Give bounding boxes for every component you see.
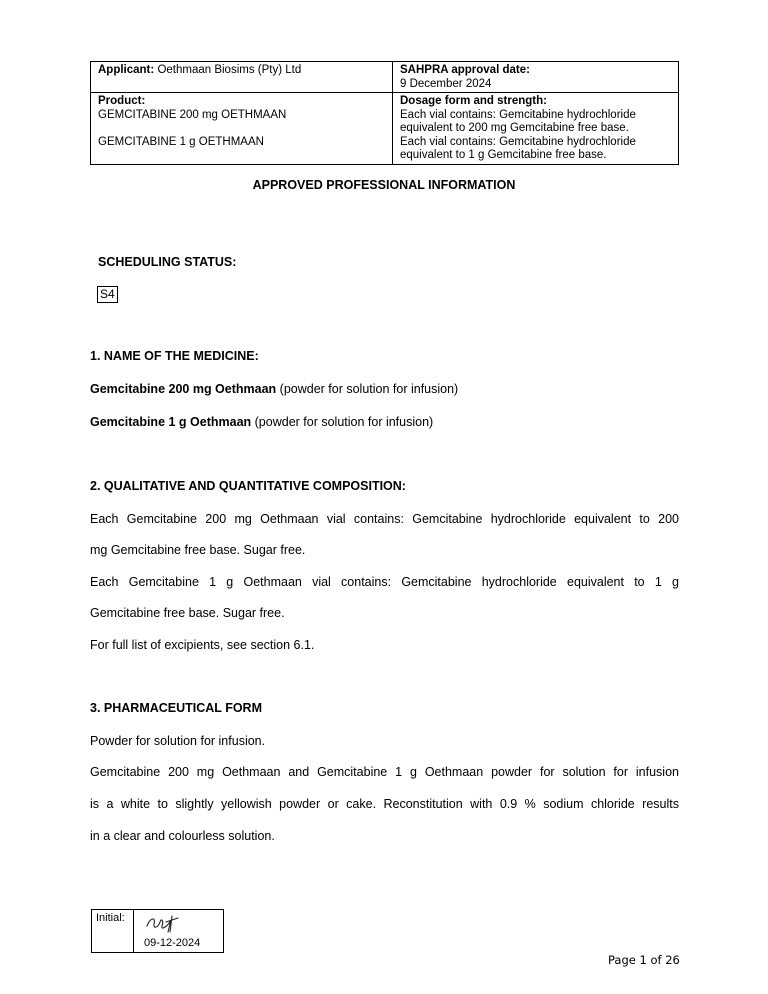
dosage-1g: Each vial contains: Gemcitabine hydrochloride equivalent to 1 g Gemcitabine free base. xyxy=(400,135,636,161)
applicant-cell xyxy=(91,62,393,93)
dosage-cell xyxy=(393,93,679,165)
product-cell xyxy=(91,93,393,165)
initial-box xyxy=(91,909,224,953)
signature-icon xyxy=(144,912,184,936)
header-table xyxy=(90,61,679,165)
applicant-label: Applicant: xyxy=(98,64,155,76)
section2-line: Gemcitabine free base. Sugar free. xyxy=(90,606,285,620)
applicant-value: Oethmaan Biosims (Pty) Ltd xyxy=(157,64,302,76)
product-label: Product: xyxy=(98,95,146,107)
product-1g: GEMCITABINE 1 g OETHMAAN xyxy=(98,136,264,148)
section2-line: For full list of excipients, see section 6.1. xyxy=(90,638,315,652)
section2-line: Each Gemcitabine 200 mg Oethmaan vial contains: Gemcitabine hydrochloride equivalent to 200 xyxy=(90,512,679,526)
section1-item-200mg-form: (powder for solution for infusion) xyxy=(276,382,459,396)
section3-line: Gemcitabine 200 mg Oethmaan and Gemcitabine 1 g Oethmaan powder for solution for infusion xyxy=(90,765,679,779)
section3-heading: 3. PHARMACEUTICAL FORM xyxy=(90,701,262,715)
section1-item-1g-form: (powder for solution for infusion) xyxy=(251,415,434,429)
section1-item-200mg xyxy=(90,382,458,396)
approval-cell xyxy=(393,62,679,93)
approval-date: 9 December 2024 xyxy=(400,77,492,90)
section2-heading: 2. QUALITATIVE AND QUANTITATIVE COMPOSITION: xyxy=(90,479,406,493)
section3-line: Powder for solution for infusion. xyxy=(90,734,266,748)
section1-item-1g xyxy=(90,415,433,429)
approval-label: SAHPRA approval date: xyxy=(400,64,530,76)
page-number: Page 1 of 26 xyxy=(608,953,680,967)
page-title: APPROVED PROFESSIONAL INFORMATION xyxy=(252,178,516,192)
scheduling-status-value: S4 xyxy=(97,286,118,303)
section1-item-1g-name: Gemcitabine 1 g Oethmaan xyxy=(90,415,252,429)
section1-heading: 1. NAME OF THE MEDICINE: xyxy=(90,349,259,363)
dosage-200mg: Each vial contains: Gemcitabine hydrochloride equivalent to 200 mg Gemcitabine free base. xyxy=(400,108,636,134)
section2-line: Each Gemcitabine 1 g Oethmaan vial contains: Gemcitabine hydrochloride equivalent to 1 g xyxy=(90,575,679,589)
scheduling-status-label: SCHEDULING STATUS: xyxy=(98,255,237,269)
initial-label: Initial: xyxy=(92,910,134,952)
section3-line: in a clear and colourless solution. xyxy=(90,829,275,843)
section2-line: mg Gemcitabine free base. Sugar free. xyxy=(90,543,306,557)
initial-date: 09-12-2024 xyxy=(144,937,201,949)
section1-item-200mg-name: Gemcitabine 200 mg Oethmaan xyxy=(90,382,277,396)
dosage-label: Dosage form and strength: xyxy=(400,95,547,107)
section3-line: is a white to slightly yellowish powder or cake. Reconstitution with 0.9 % sodium chloride results xyxy=(90,797,679,811)
product-200mg: GEMCITABINE 200 mg OETHMAAN xyxy=(98,108,287,121)
